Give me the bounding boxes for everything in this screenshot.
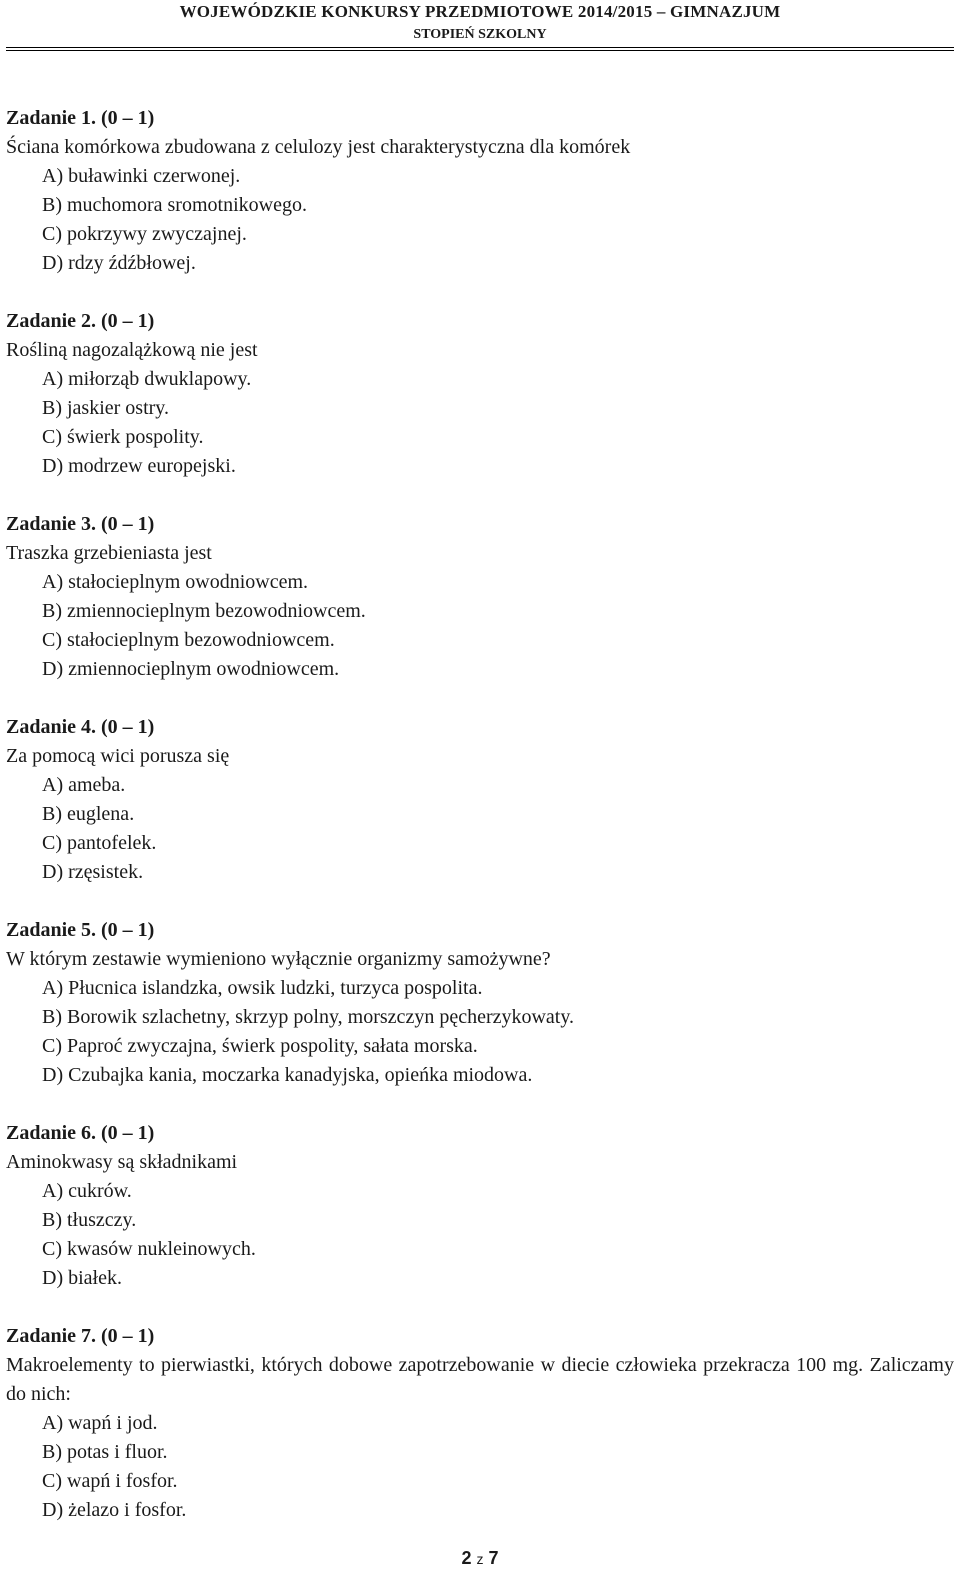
answer-option-b: B) euglena. — [42, 803, 135, 825]
answer-option-a: A) ameba. — [42, 774, 126, 796]
answer-option-b: B) potas i fluor. — [42, 1441, 168, 1463]
task-question: Aminokwasy są składnikami — [6, 1151, 238, 1173]
answer-option-b: B) muchomora sromotnikowego. — [42, 194, 307, 216]
answer-option-d: D) zmiennocieplnym owodniowcem. — [42, 658, 340, 680]
answer-option-c: C) wapń i fosfor. — [42, 1470, 178, 1492]
answer-option-b: B) Borowik szlachetny, skrzyp polny, morszczyn pęcherzykowaty. — [42, 1006, 575, 1028]
answer-option-b: B) jaskier ostry. — [42, 397, 170, 419]
answer-option-d: D) Czubajka kania, moczarka kanadyjska, opieńka miodowa. — [42, 1064, 533, 1086]
answer-option-d: D) rzęsistek. — [42, 861, 144, 883]
answer-option-a: A) Płucnica islandzka, owsik ludzki, turzyca pospolita. — [42, 977, 483, 999]
header-subtitle: STOPIEŃ SZKOLNY — [413, 27, 547, 42]
exam-content — [6, 104, 954, 1554]
task-5 — [6, 916, 954, 1090]
header-divider-secondary — [6, 50, 954, 51]
task-question: W którym zestawie wymieniono wyłącznie organizmy samożywne? — [6, 948, 551, 970]
answer-option-d: D) żelazo i fosfor. — [42, 1499, 187, 1521]
header-divider — [6, 47, 954, 48]
task-2 — [6, 307, 954, 481]
page-separator: z — [476, 1551, 484, 1567]
task-title: Zadanie 7. (0 – 1) — [6, 1325, 155, 1347]
page-number — [0, 1546, 960, 1571]
answer-option-c: C) kwasów nukleinowych. — [42, 1238, 256, 1260]
task-4 — [6, 713, 954, 887]
answer-option-d: D) rdzy źdźbłowej. — [42, 252, 196, 274]
task-title: Zadanie 6. (0 – 1) — [6, 1122, 155, 1144]
task-6 — [6, 1119, 954, 1293]
answer-option-c: C) pantofelek. — [42, 832, 157, 854]
answer-option-b: B) zmiennocieplnym bezowodniowcem. — [42, 600, 366, 622]
answer-option-c: C) świerk pospolity. — [42, 426, 204, 448]
answer-option-a: A) miłorząb dwuklapowy. — [42, 368, 252, 390]
answer-option-a: A) cukrów. — [42, 1180, 132, 1202]
task-title: Zadanie 1. (0 – 1) — [6, 107, 155, 129]
task-title: Zadanie 3. (0 – 1) — [6, 513, 155, 535]
answer-option-b: B) tłuszczy. — [42, 1209, 137, 1231]
task-question: Za pomocą wici porusza się — [6, 745, 230, 767]
task-question: Traszka grzebieniasta jest — [6, 542, 212, 564]
answer-option-c: C) stałocieplnym bezowodniowcem. — [42, 629, 335, 651]
answer-option-c: C) Paproć zwyczajna, świerk pospolity, sałata morska. — [42, 1035, 478, 1057]
answer-option-c: C) pokrzywy zwyczajnej. — [42, 223, 247, 245]
current-page: 2 — [461, 1548, 472, 1568]
task-question: Rośliną nagozalążkową nie jest — [6, 339, 258, 361]
header-title: WOJEWÓDZKIE KONKURSY PRZEDMIOTOWE 2014/2015 – GIMNAZJUM — [179, 2, 781, 21]
answer-option-d: D) modrzew europejski. — [42, 455, 236, 477]
task-title: Zadanie 2. (0 – 1) — [6, 310, 155, 332]
task-7 — [6, 1322, 954, 1525]
answer-option-a: A) buławinki czerwonej. — [42, 165, 241, 187]
task-1 — [6, 104, 954, 278]
task-3 — [6, 510, 954, 684]
answer-option-d: D) białek. — [42, 1267, 122, 1289]
task-question: Ściana komórkowa zbudowana z celulozy jest charakterystyczna dla komórek — [6, 136, 631, 158]
total-pages: 7 — [488, 1548, 499, 1568]
task-title: Zadanie 4. (0 – 1) — [6, 716, 155, 738]
task-title: Zadanie 5. (0 – 1) — [6, 919, 155, 941]
answer-option-a: A) wapń i jod. — [42, 1412, 158, 1434]
task-question: Makroelementy to pierwiastki, których dobowe zapotrzebowanie w diecie człowieka przekracza 100 mg. Zaliczamy do nich: — [6, 1354, 954, 1405]
answer-option-a: A) stałocieplnym owodniowcem. — [42, 571, 309, 593]
